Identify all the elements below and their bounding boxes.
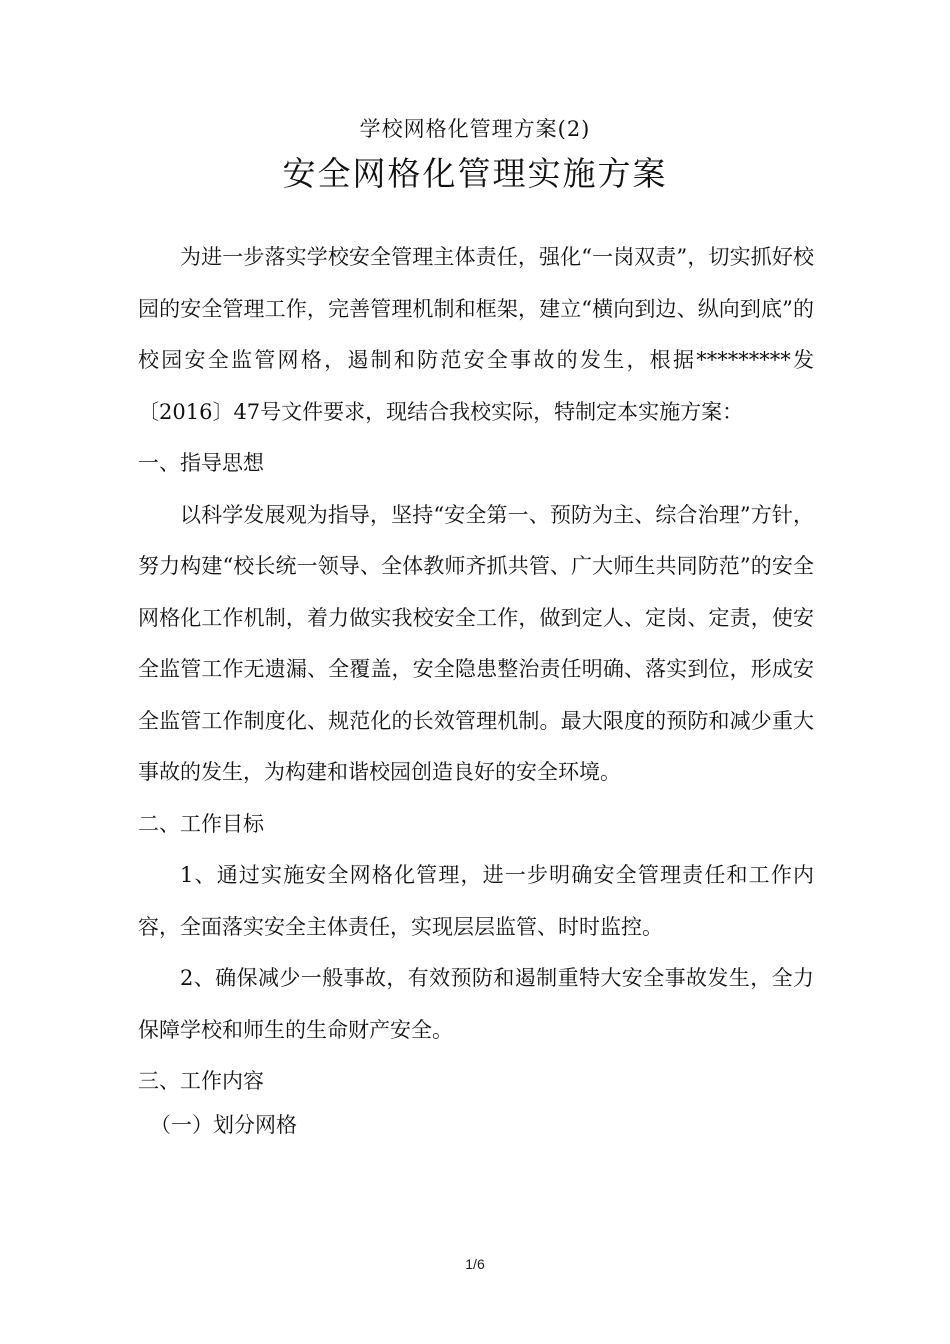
document-body <box>138 232 814 1142</box>
work-goal-item-2: 2、确保减少一般事故，有效预防和遏制重特大安全事故发生，全力保障学校和师生的生命财产安全。 <box>138 966 814 1042</box>
section-heading-work-goals: 二、工作目标 <box>138 811 264 836</box>
document-subtitle: 学校网格化管理方案(2) <box>359 117 591 141</box>
work-goal-item-1: 1、通过实施安全网格化管理，进一步明确安全管理责任和工作内容，全面落实安全主体责任，实现层层监管、时时监控。 <box>138 863 814 939</box>
section-heading-work-content: 三、工作内容 <box>138 1069 264 1093</box>
intro-paragraph: 为进一步落实学校安全管理主体责任，强化“一岗双责”，切实抓好校园的安全管理工作，完善管理机制和框架，建立“横向到边、纵向到底”的校园安全监管网格，遏制和防范安全事故的发生，根据*********发〔2016〕47号文件要求，现结合我校实际，特制定本实施方案： <box>138 245 814 424</box>
section-heading-guiding-ideology: 一、指导思想 <box>138 451 264 475</box>
sub-heading-divide-grid: （一）划分网格 <box>150 1112 297 1137</box>
page-number: 1/6 <box>465 1256 485 1272</box>
guiding-ideology-paragraph: 以科学发展观为指导，坚持“安全第一、预防为主、综合治理”方针，努力构建“校长统一领导、全体教师齐抓共管、广大师生共同防范”的安全网格化工作机制，着力做实我校安全工作，做到定人、定岗、定责，使安全监管工作无遗漏、全覆盖，安全隐患整治责任明确、落实到位，形成安全监管工作制度化、规范化的长效管理机制。最大限度的预防和减少重大事故的发生，为构建和谐校园创造良好的安全环境。 <box>138 502 814 784</box>
document-title: 安全网格化管理实施方案 <box>282 154 668 193</box>
